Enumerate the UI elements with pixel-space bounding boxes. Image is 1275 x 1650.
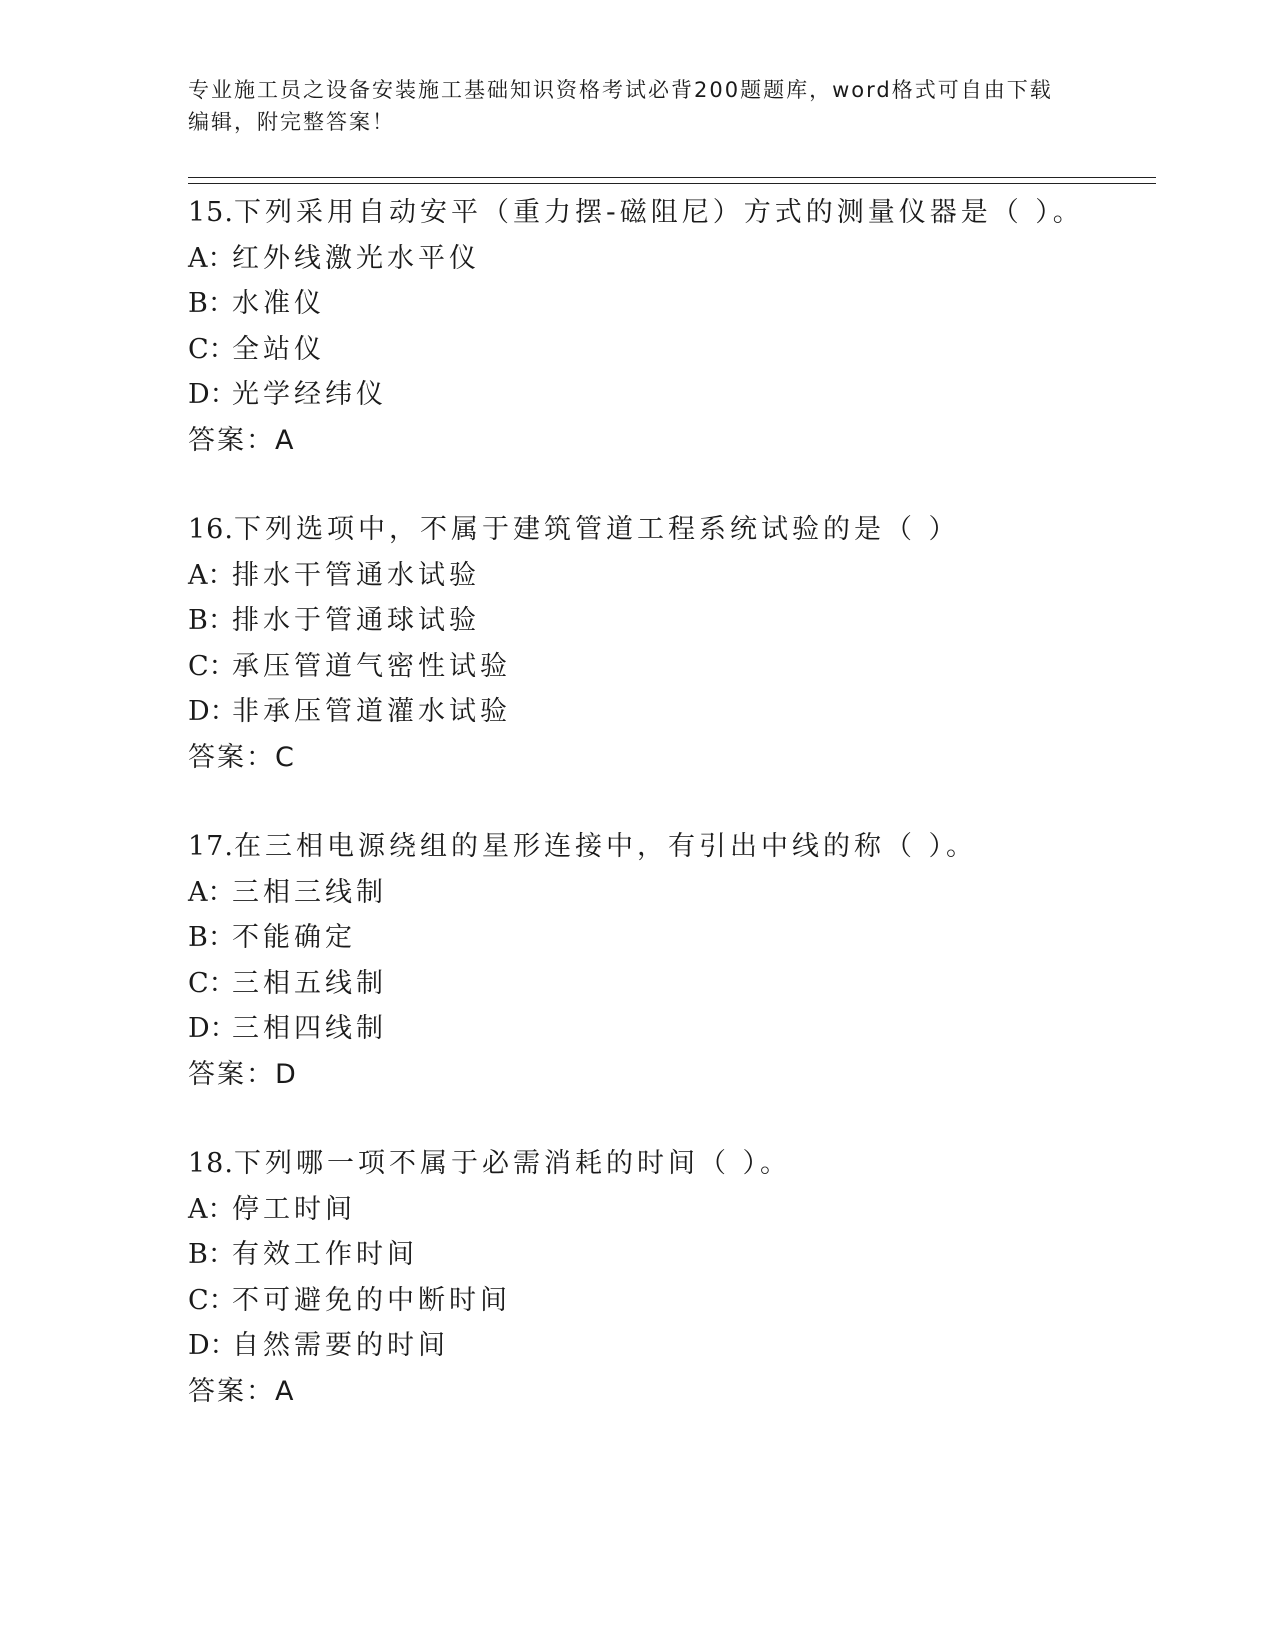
question-number: 18. — [188, 1148, 234, 1179]
option-b — [188, 915, 1148, 961]
option-text: 不能确定 — [232, 922, 356, 953]
option-c — [188, 327, 1148, 373]
option-c — [188, 961, 1148, 1007]
option-d — [188, 1006, 1148, 1052]
option-a — [188, 1187, 1148, 1233]
question-18 — [188, 1141, 1148, 1414]
option-c — [188, 644, 1148, 690]
answer: 答案：C — [188, 741, 296, 773]
answer: 答案：A — [188, 1375, 296, 1407]
option-text: 停工时间 — [232, 1193, 356, 1225]
option-key: C： — [188, 650, 236, 682]
option-text: 红外线激光水平仪 — [232, 242, 480, 274]
question-list — [188, 190, 1148, 1414]
option-text: 水准仪 — [232, 288, 325, 319]
option-key: C： — [188, 1284, 236, 1316]
option-key: A： — [188, 242, 235, 274]
option-text: 非承压管道灌水试验 — [232, 696, 511, 727]
document-header: 专业施工员之设备安装施工基础知识资格考试必背200题题库，word格式可自由下载编辑，附完整答案！ — [188, 78, 1053, 134]
option-text: 排水于管通球试验 — [232, 605, 480, 636]
option-key: C： — [188, 333, 236, 365]
option-key: C： — [188, 967, 236, 999]
option-key: A： — [188, 876, 235, 908]
option-text: 三相五线制 — [232, 967, 387, 999]
option-b — [188, 281, 1148, 327]
header-divider-bottom — [188, 183, 1156, 184]
question-text: 下列选项中，不属于建筑管道工程系统试验的是（ ） — [233, 514, 960, 545]
option-b — [188, 1232, 1148, 1278]
option-text: 光学经纬仪 — [232, 379, 387, 410]
option-a — [188, 553, 1148, 599]
option-key: A： — [188, 1193, 235, 1225]
option-text: 三相三线制 — [232, 876, 387, 908]
question-number: 17. — [188, 831, 234, 862]
option-d — [188, 372, 1148, 418]
option-text: 自然需要的时间 — [232, 1330, 449, 1361]
option-key: B： — [188, 288, 235, 319]
option-key: A： — [188, 559, 235, 591]
question-stem — [188, 824, 1148, 870]
question-stem — [188, 507, 1148, 553]
question-stem — [188, 1141, 1148, 1187]
option-key: B： — [188, 605, 235, 636]
answer: 答案：A — [188, 424, 296, 456]
option-d — [188, 689, 1148, 735]
question-text: 在三相电源绕组的星形连接中，有引出中线的称（ ）。 — [233, 831, 978, 862]
question-text: 下列哪一项不属于必需消耗的时间（ ）。 — [233, 1148, 792, 1179]
question-number: 15. — [188, 197, 234, 228]
option-text: 排水干管通水试验 — [232, 559, 480, 591]
option-b — [188, 598, 1148, 644]
option-text: 承压管道气密性试验 — [232, 650, 511, 682]
option-a — [188, 236, 1148, 282]
option-key: D： — [188, 379, 237, 410]
option-key: D： — [188, 1013, 237, 1044]
option-text: 三相四线制 — [232, 1013, 387, 1044]
question-stem — [188, 190, 1148, 236]
question-15 — [188, 190, 1148, 463]
option-key: D： — [188, 696, 237, 727]
option-key: B： — [188, 922, 235, 953]
option-a — [188, 870, 1148, 916]
option-text: 有效工作时间 — [232, 1239, 418, 1270]
header-divider-top — [188, 177, 1156, 178]
option-key: D： — [188, 1330, 237, 1361]
question-number: 16. — [188, 514, 234, 545]
question-text: 下列采用自动安平（重力摆-磁阻尼）方式的测量仪器是（ ）。 — [233, 197, 1084, 228]
answer: 答案：D — [188, 1058, 298, 1090]
question-16 — [188, 507, 1148, 780]
option-d — [188, 1323, 1148, 1369]
option-text: 全站仪 — [232, 333, 325, 365]
option-text: 不可避免的中断时间 — [232, 1284, 511, 1316]
option-key: B： — [188, 1239, 235, 1270]
option-c — [188, 1278, 1148, 1324]
question-17 — [188, 824, 1148, 1097]
